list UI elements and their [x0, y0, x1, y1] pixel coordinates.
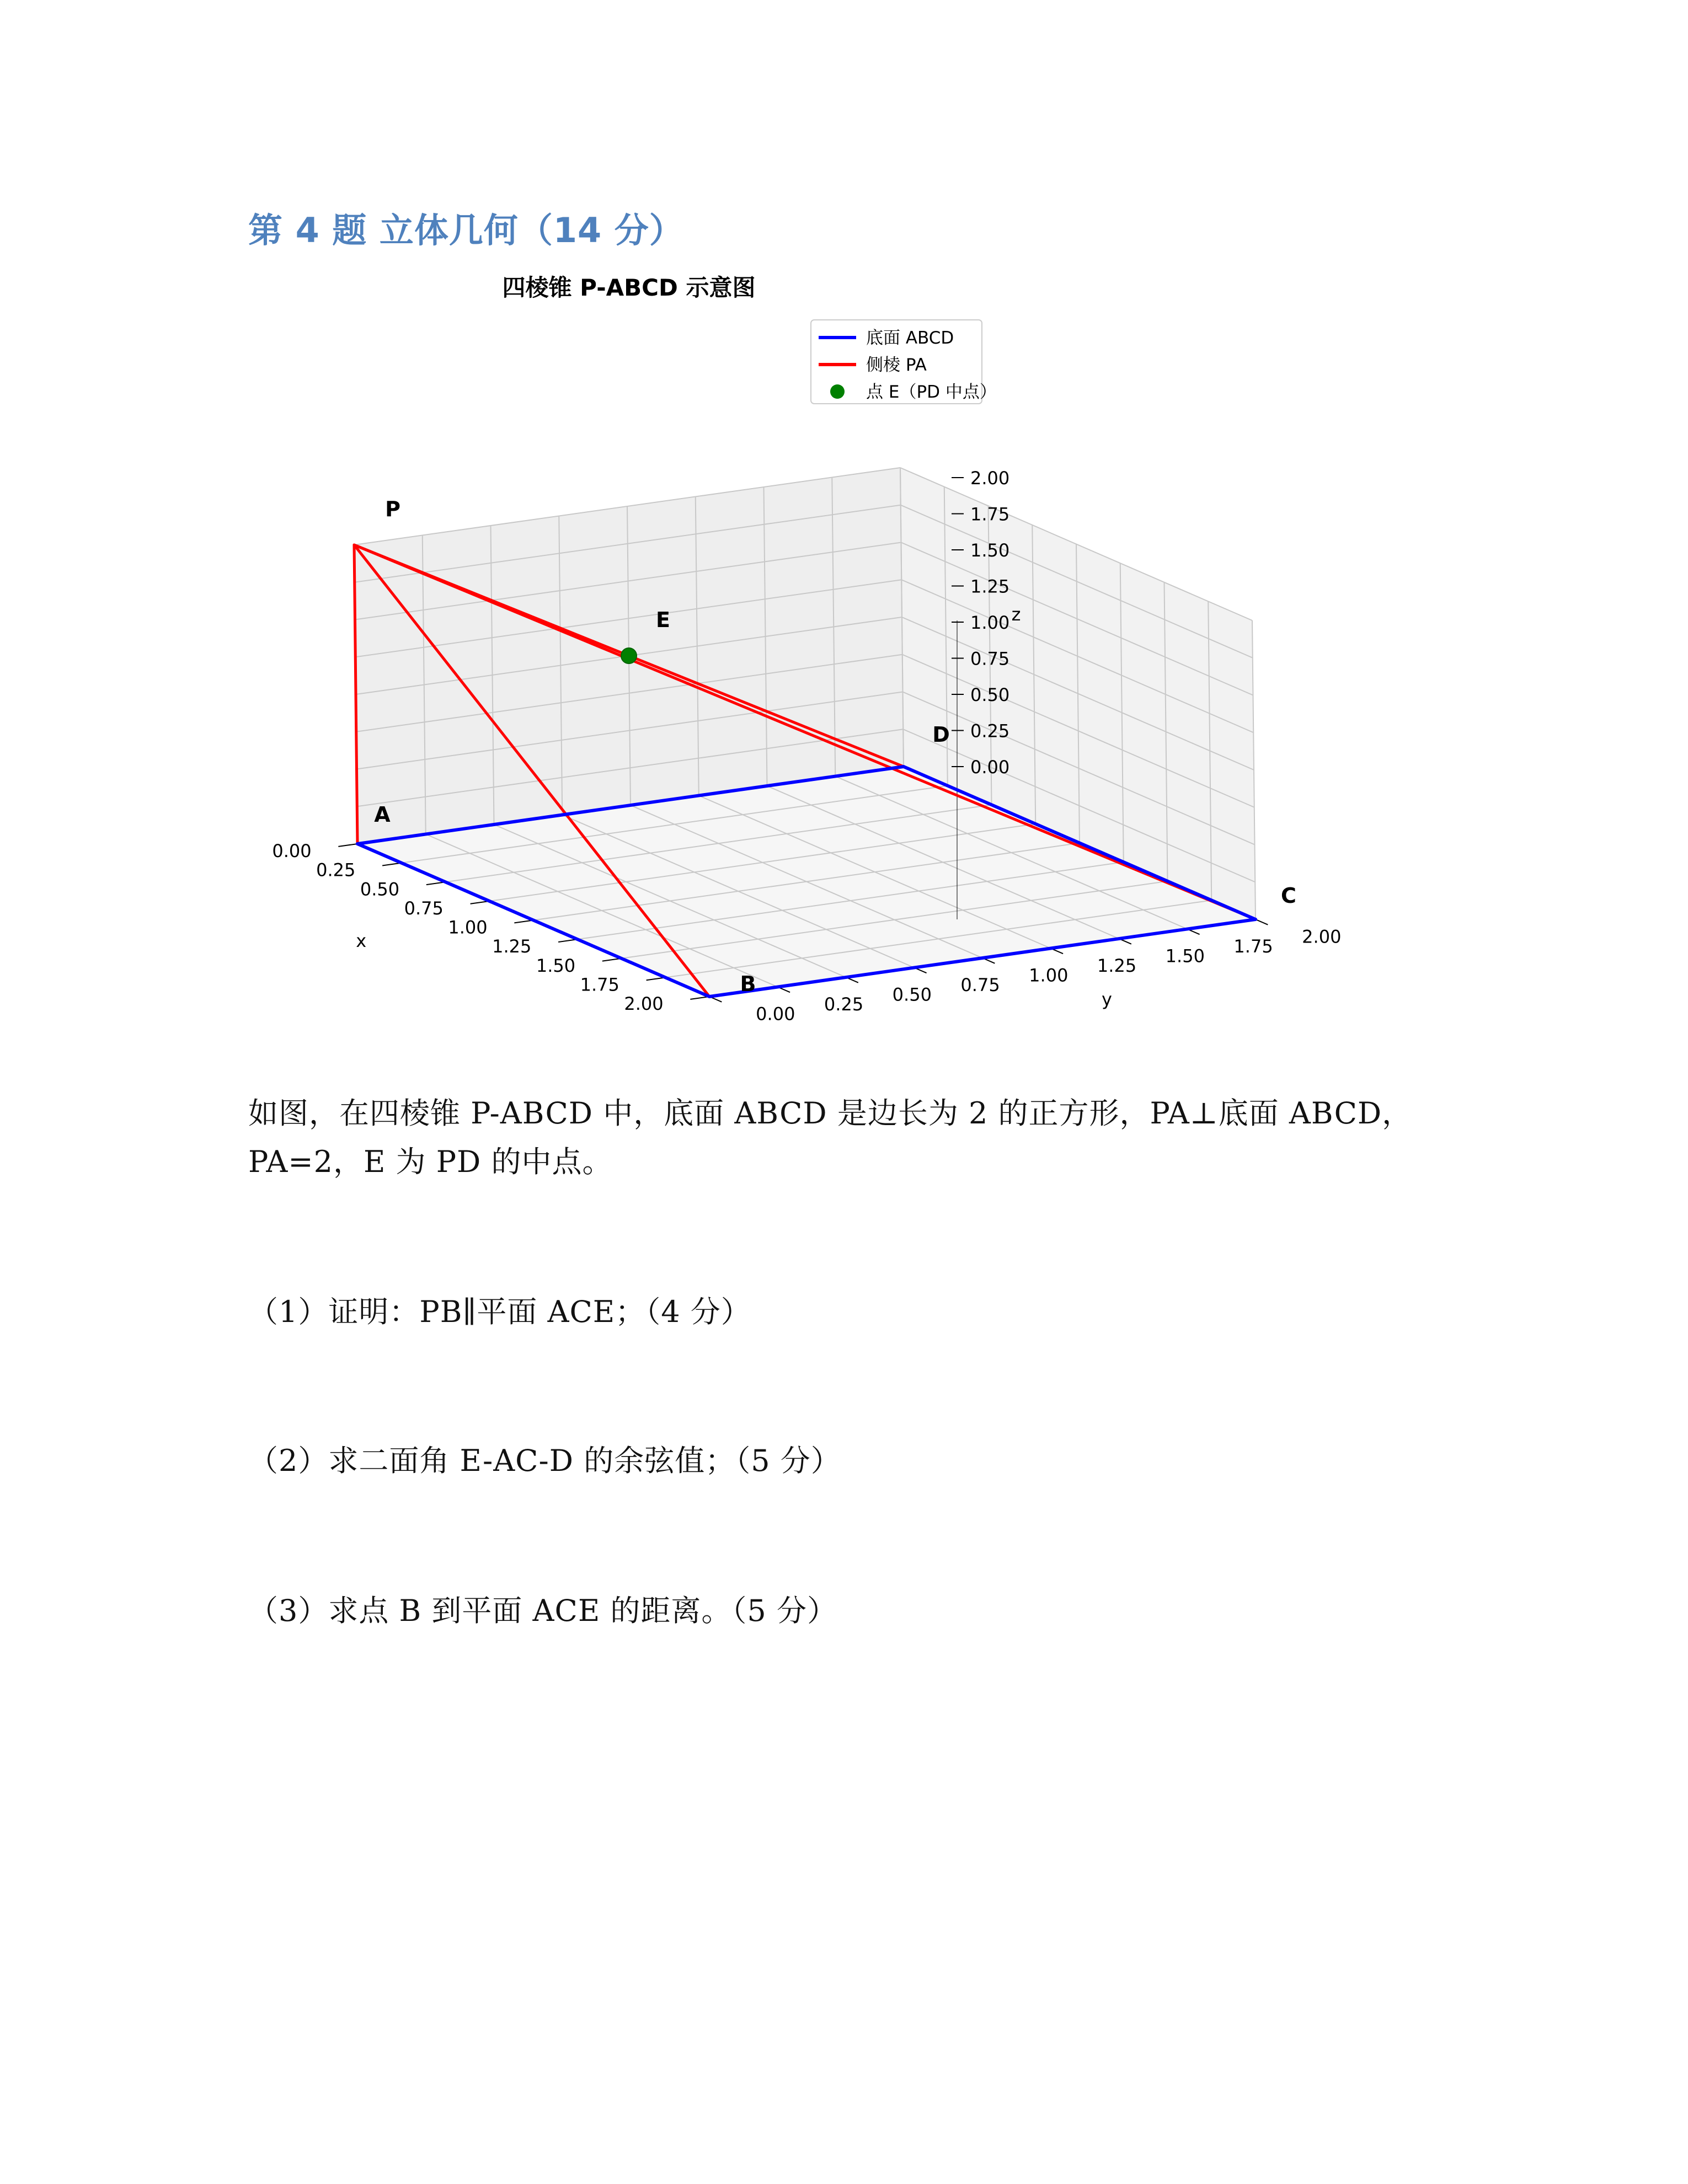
- y-tick-label: 1.00: [1029, 965, 1069, 986]
- y-tick-label: 2.00: [1302, 926, 1342, 948]
- y-axis-label: y: [1101, 989, 1112, 1010]
- problem-text-line-2: PA=2，E 为 PD 的中点。: [248, 1144, 613, 1179]
- chart-title: 四棱锥 P-ABCD 示意图: [502, 274, 756, 301]
- x-axis-label: x: [356, 930, 367, 951]
- y-tick-label: 0.25: [824, 993, 864, 1015]
- y-tick-label: 1.75: [1233, 935, 1273, 957]
- sub-question-3: （3）求点 B 到平面 ACE 的距离。（5 分）: [248, 1593, 837, 1628]
- z-tick-label: 1.50: [970, 540, 1010, 561]
- pyramid-figure: [248, 265, 1342, 1059]
- z-axis-label: z: [1011, 604, 1021, 625]
- y-tick-label: 0.75: [960, 974, 1000, 995]
- y-tick-label: 1.50: [1165, 945, 1205, 967]
- x-tick-label: 0.00: [272, 841, 312, 861]
- x-tick-label: 1.00: [448, 917, 488, 938]
- z-tick-label: 2.00: [970, 468, 1010, 489]
- z-tick-label: 0.75: [970, 648, 1010, 670]
- vertex-label-A: A: [374, 802, 391, 827]
- vertex-label-D: D: [932, 722, 950, 747]
- x-tick-label: 1.25: [492, 936, 532, 957]
- legend-label: 底面 ABCD: [866, 328, 954, 348]
- sub-question-2: （2）求二面角 E-AC-D 的余弦值；（5 分）: [248, 1443, 841, 1478]
- z-tick-label: 0.25: [970, 720, 1010, 742]
- legend-label: 点 E（PD 中点）: [866, 382, 997, 402]
- x-tick-label: 2.00: [624, 993, 664, 1014]
- y-tick-label: 0.50: [892, 984, 932, 1005]
- sub-question-1: （1）证明：PB∥平面 ACE；（4 分）: [248, 1294, 751, 1329]
- x-tick-mark: [338, 844, 357, 847]
- y-tick-label: 0.00: [756, 1003, 795, 1025]
- x-tick-label: 0.75: [404, 897, 444, 919]
- point-E-marker: [621, 648, 637, 663]
- z-tick-label: 0.00: [970, 757, 1010, 778]
- vertex-label-P: P: [385, 497, 400, 521]
- legend-swatch-dot: [830, 384, 845, 399]
- z-tick-label: 0.50: [970, 684, 1010, 705]
- x-tick-label: 1.50: [536, 955, 576, 976]
- chart-legend: [811, 320, 997, 404]
- y-tick-label: 1.25: [1097, 955, 1137, 976]
- y-tick-mark: [1256, 919, 1268, 925]
- x-tick-label: 0.50: [360, 879, 400, 900]
- pyramid-3d-chart: [248, 265, 1342, 1059]
- vertex-label-E: E: [656, 608, 670, 632]
- question-heading: 第 4 题 立体几何（14 分）: [248, 210, 684, 250]
- z-tick-label: 1.75: [970, 504, 1010, 525]
- vertex-label-B: B: [740, 972, 756, 996]
- vertex-label-C: C: [1281, 884, 1296, 908]
- x-tick-label: 1.75: [580, 974, 619, 995]
- z-tick-label: 1.25: [970, 576, 1010, 597]
- legend-label: 侧棱 PA: [866, 355, 927, 375]
- z-tick-label: 1.00: [970, 612, 1010, 633]
- problem-text-line-1: 如图，在四棱锥 P-ABCD 中，底面 ABCD 是边长为 2 的正方形，PA⊥底面 ABCD，: [248, 1096, 1413, 1131]
- x-tick-label: 0.25: [316, 859, 356, 881]
